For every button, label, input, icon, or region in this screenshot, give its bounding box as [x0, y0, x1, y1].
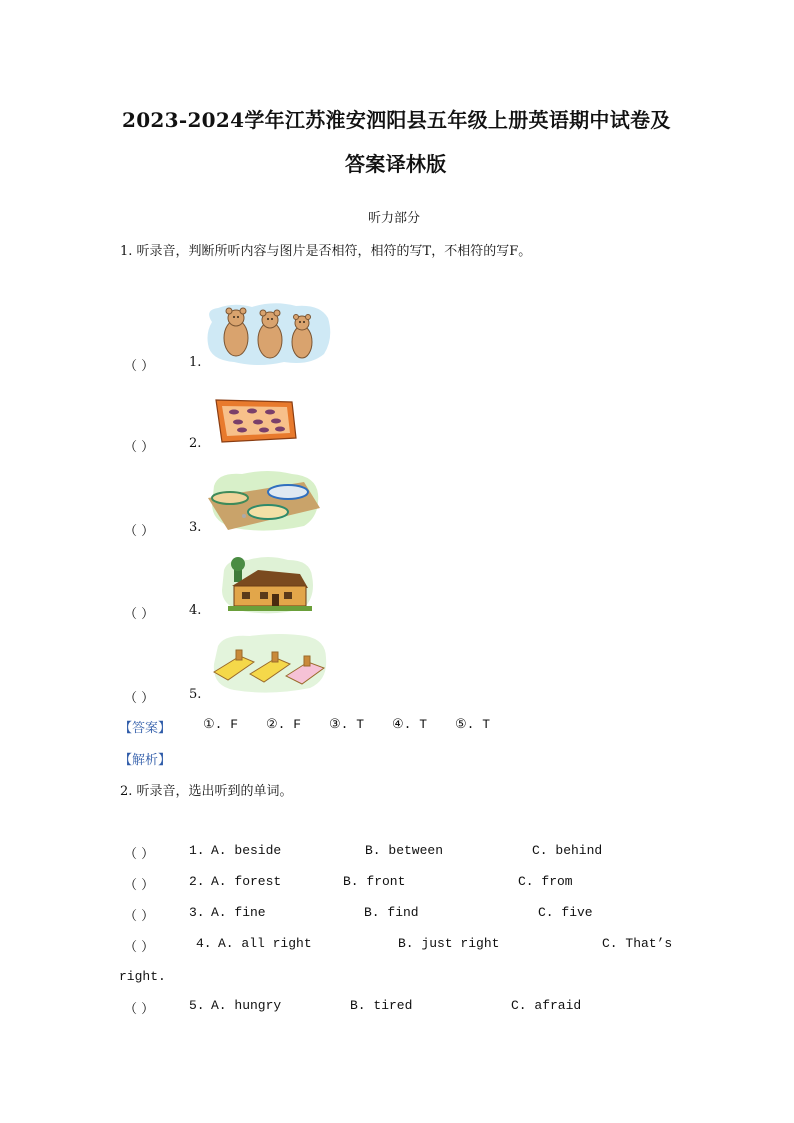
question-2-prompt: 2. 听录音，选出听到的单词。 [120, 784, 293, 799]
q1-item-5-number: 5. [189, 687, 202, 702]
q2-row-4-option-c-wrap: right. [119, 969, 166, 984]
three-bowls-picture [208, 468, 322, 532]
q2-row-2-number: 2. [189, 874, 205, 889]
q2-row-1-option-a: A. beside [211, 843, 282, 858]
q2-row-3-option-c: C. five [538, 905, 593, 920]
answer-1: ①. F [203, 717, 239, 732]
q2-row-2-option-a: A. forest [211, 874, 282, 889]
answer-4: ④. T [392, 717, 428, 732]
page-title: 2023-2024学年江苏淮安泗阳县五年级上册英语期中试卷及 [122, 108, 671, 132]
q2-row-4-option-a: A. all right [218, 936, 312, 951]
q2-row-1-paren[interactable]: （ ） [124, 847, 155, 862]
page-title-line2: 答案译林版 [345, 152, 447, 176]
q1-item-1-number: 1. [189, 355, 202, 370]
q2-row-4-number: 4. [196, 936, 212, 951]
q2-row-5-number: 5. [189, 998, 205, 1013]
q1-item-4-paren[interactable]: （ ） [124, 607, 155, 622]
candy-box-picture [212, 398, 298, 444]
q2-row-3-paren[interactable]: （ ） [124, 909, 155, 924]
q1-item-4-number: 4. [189, 603, 202, 618]
q2-row-4-option-b: B. just right [398, 936, 500, 951]
q1-item-1-paren[interactable]: （ ） [124, 359, 155, 374]
three-beds-picture [210, 632, 328, 694]
three-bears-picture [204, 302, 332, 366]
answer-3: ③. T [329, 717, 365, 732]
q2-row-3-number: 3. [189, 905, 205, 920]
q2-row-3-option-a: A. fine [211, 905, 266, 920]
house-picture [218, 556, 316, 614]
q2-row-3-option-b: B. find [364, 905, 419, 920]
answer-2: ②. F [266, 717, 302, 732]
answer-5: ⑤. T [455, 717, 491, 732]
q2-row-5-option-a: A. hungry [211, 998, 282, 1013]
q1-item-2-number: 2. [189, 436, 202, 451]
analysis-label: 【解析】 [119, 753, 172, 768]
question-1-prompt: 1. 听录音，判断所听内容与图片是否相符，相符的写T，不相符的写F。 [120, 244, 532, 259]
q1-item-3-paren[interactable]: （ ） [124, 524, 155, 539]
q1-item-3-number: 3. [189, 520, 202, 535]
section-heading: 听力部分 [368, 211, 421, 226]
answer-label: 【答案】 [119, 721, 172, 736]
q2-row-1-number: 1. [189, 843, 205, 858]
q2-row-5-paren[interactable]: （ ） [124, 1002, 155, 1017]
q2-row-1-option-b: B. between [365, 843, 444, 858]
q2-row-5-option-c: C. afraid [511, 998, 582, 1013]
q1-item-5-paren[interactable]: （ ） [124, 691, 155, 706]
q2-row-4-paren[interactable]: （ ） [124, 940, 155, 955]
q2-row-4-option-c: C. That’s [602, 936, 673, 951]
q2-row-1-option-c: C. behind [532, 843, 603, 858]
q1-item-2-paren[interactable]: （ ） [124, 440, 155, 455]
q2-row-2-paren[interactable]: （ ） [124, 878, 155, 893]
q2-row-2-option-c: C. from [518, 874, 573, 889]
q2-row-5-option-b: B. tired [350, 998, 413, 1013]
q2-row-2-option-b: B. front [343, 874, 406, 889]
